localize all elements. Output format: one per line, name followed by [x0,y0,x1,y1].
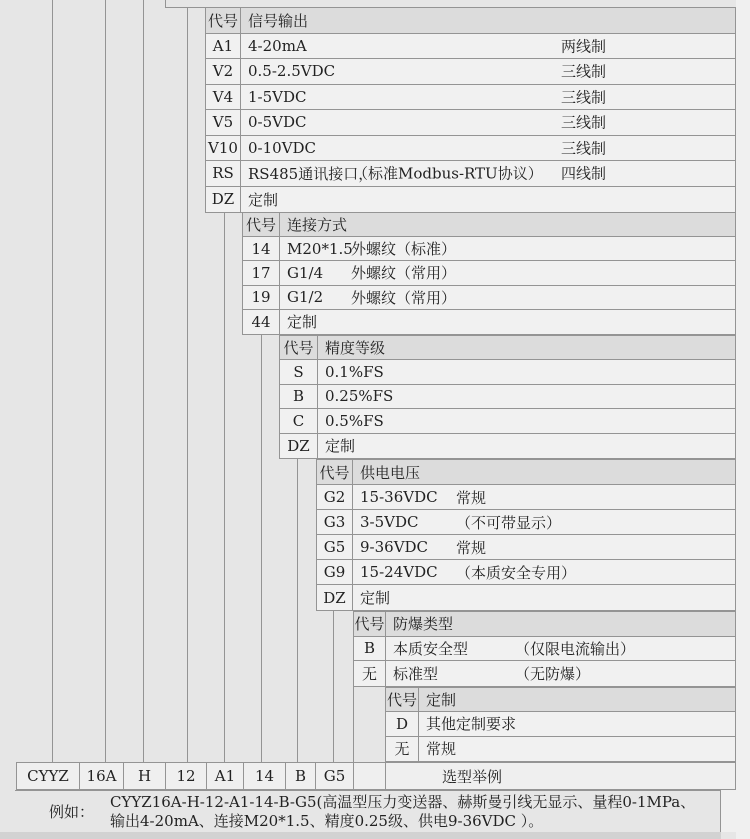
type-name: 本质安全型 [393,639,469,658]
connection-type-table [242,212,736,335]
code-cell: 14 [243,237,280,260]
thread-note: 外螺纹（标准） [351,240,457,259]
thread-note: 外螺纹（常用） [351,288,457,307]
code-cell: G3 [317,510,353,534]
wire-type: 四线制 [561,164,607,183]
voltage-range: 9-36VDC [360,538,429,556]
voltage-note: （不可带显示） [456,513,562,532]
code-cell: 44 [243,310,280,334]
table-row [386,737,735,761]
table-row [354,661,735,686]
wire-type: 三线制 [561,88,607,107]
table-header-row [280,336,735,360]
code-header: 代号 [280,336,318,359]
option-desc: 0.5-2.5VDC [248,62,336,81]
table-header-row [206,8,735,34]
connector-12 [187,7,188,762]
code-header: 代号 [243,213,280,236]
code-cell: RS [206,161,241,186]
model-segment-type: 16A [80,763,124,789]
option-desc: 0.5%FS [325,411,384,430]
thread-size: G1/4 [287,263,324,282]
type-note: （无防爆） [515,664,591,683]
model-segment-range: 12 [166,763,207,789]
table-row [280,409,735,433]
code-cell: V4 [206,85,241,110]
explosion-proof-table [353,611,736,687]
protocol-note: （标准Modbus-RTU协议） [353,164,543,183]
category-header: 精度等级 [325,339,386,358]
wire-type: 三线制 [561,113,607,132]
signal-output-table [205,7,736,213]
table-row [206,85,735,111]
model-segment-accuracy: B [286,763,316,789]
model-segment-connection: 14 [244,763,286,789]
model-code-row [16,762,736,790]
voltage-note: 常规 [456,488,487,507]
code-header: 代号 [354,612,386,636]
connector-14 [261,334,262,762]
type-name: 标准型 [393,664,439,683]
example-line2: 输出4-20mA、连接M20*1.5、精度0.25级、供电9-36VDC ）。 [110,811,544,830]
category-header: 定制 [426,691,457,710]
option-desc: 1-5VDC [248,87,307,106]
code-cell: G9 [317,560,353,584]
code-cell: C [280,409,318,432]
code-header: 代号 [386,688,419,711]
table-row [386,712,735,736]
category-header: 信号输出 [248,11,309,30]
code-cell: D [386,712,419,735]
table-row [243,237,735,261]
example-header-cell: 选型举例 [442,767,503,786]
table-row [317,510,735,535]
thread-note: 外螺纹（常用） [351,264,457,283]
wire-type: 两线制 [561,37,607,56]
code-cell: DZ [206,187,241,213]
table-row [206,34,735,60]
code-header: 代号 [317,460,353,484]
supply-voltage-table [316,459,736,611]
thread-size: G1/2 [287,288,324,307]
voltage-range: 15-36VDC [360,488,438,506]
voltage-note: （本质安全专用） [456,563,577,582]
voltage-range: 15-24VDC [360,563,438,581]
table-row [243,310,735,334]
code-cell: V10 [206,136,241,161]
table-header-row [317,460,735,485]
custom-table [385,687,736,762]
wire-type: 三线制 [561,62,607,81]
table-row [317,485,735,510]
model-segment-output: A1 [207,763,244,789]
thread-size: M20*1.5 [287,239,353,258]
option-desc: RS485通讯接口， [248,164,374,183]
connector-16a [105,0,106,762]
model-segment-lead: H [124,763,166,789]
connector-g5 [333,610,334,762]
voltage-range: 定制 [360,589,391,607]
code-cell: DZ [317,585,353,610]
code-cell: G2 [317,485,353,509]
connector-cyyz [52,0,53,762]
option-desc: 定制 [248,190,279,209]
model-segment-supply: G5 [316,763,354,789]
table-header-row [243,213,735,237]
code-cell: 19 [243,286,280,309]
code-cell: 17 [243,261,280,284]
code-header: 代号 [206,8,241,33]
table-row [280,434,735,458]
option-desc: 定制 [325,437,356,456]
accuracy-class-table [279,335,736,459]
option-desc: 4-20mA [248,36,307,55]
right-margin-strip [736,0,750,839]
code-cell: B [354,637,386,661]
code-cell: S [280,360,318,383]
category-header: 连接方式 [287,216,348,235]
category-header: 供电电压 [360,463,421,482]
cropped-table-bottom-edge [165,7,206,8]
table-row [317,560,735,585]
thread-size: 定制 [287,313,318,332]
voltage-range: 3-5VDC [360,513,419,531]
example-box [15,790,721,832]
example-line1: CYYZ16A-H-12-A1-14-B-G5(高温型压力变送器、赫斯曼引线无显示、量程0-1MPa、 [110,792,696,811]
example-label: 例如： [49,803,95,821]
bottom-strip [0,832,721,839]
example-right-gap [721,790,736,832]
table-row [206,161,735,187]
table-row [280,360,735,384]
option-desc: 0-10VDC [248,138,317,157]
table-row [206,187,735,213]
type-note: （仅限电流输出） [515,639,636,658]
option-desc: 0.25%FS [325,387,394,406]
code-cell: DZ [280,434,318,458]
model-segment-series: CYYZ [17,763,80,789]
option-desc: 常规 [426,740,457,759]
table-header-row [386,688,735,712]
table-row [243,261,735,285]
connector-b [297,458,298,762]
code-cell: 无 [386,737,419,761]
table-row [206,59,735,85]
code-cell: V5 [206,110,241,135]
code-cell: A1 [206,34,241,59]
table-row [280,385,735,409]
table-row [243,286,735,310]
table-row [354,637,735,662]
connector-h [143,0,144,762]
table-row [317,585,735,610]
code-cell: 无 [354,661,386,686]
option-desc: 0.1%FS [325,363,384,382]
option-desc: 其他定制要求 [426,715,517,734]
code-cell: G5 [317,535,353,559]
wire-type: 三线制 [561,139,607,158]
table-row [206,136,735,162]
table-row [206,110,735,136]
category-header: 防爆类型 [393,615,454,634]
model-segment-empty [354,763,386,789]
code-cell: V2 [206,59,241,84]
voltage-note: 常规 [456,538,487,557]
table-header-row [354,612,735,637]
option-desc: 0-5VDC [248,113,307,132]
connector-explosion [353,686,354,762]
code-cell: B [280,385,318,408]
connector-a1 [224,212,225,762]
table-row [317,535,735,560]
